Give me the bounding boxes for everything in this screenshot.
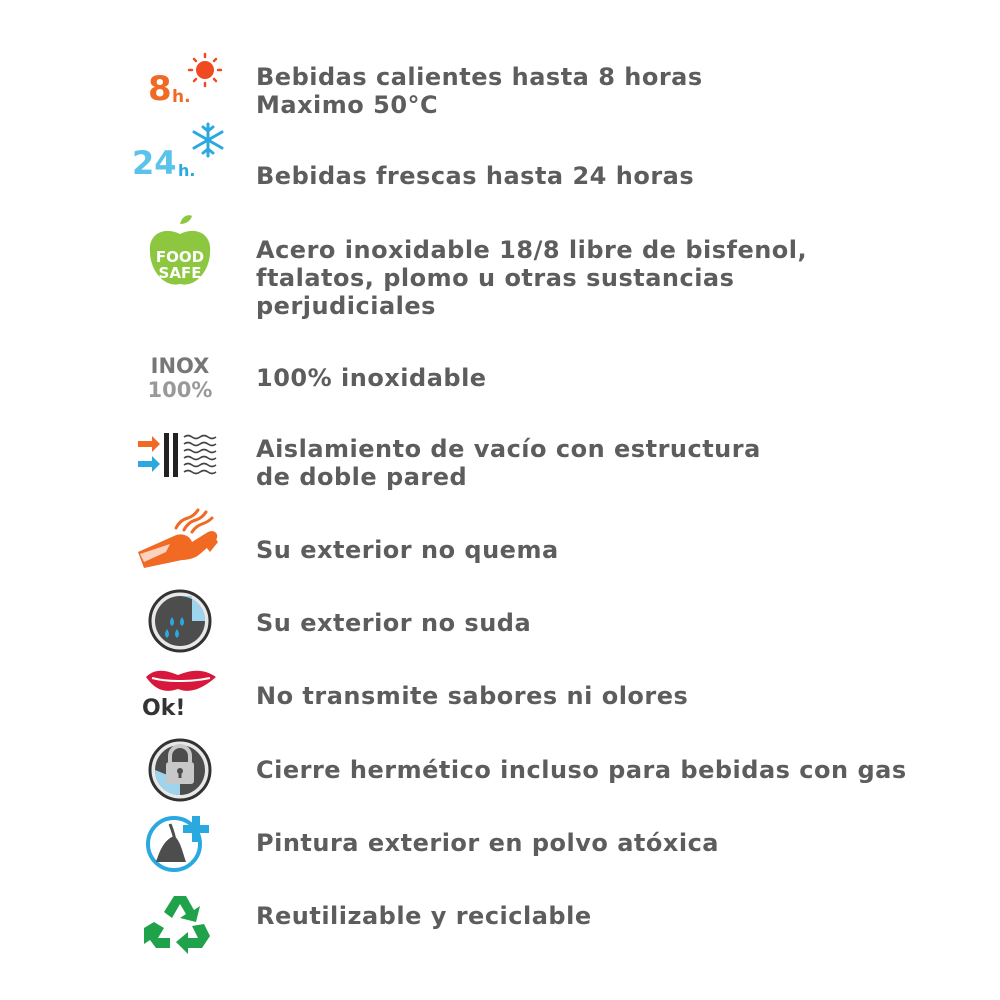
feature-inox-text: [256, 364, 487, 392]
feature-text-line: Acero inoxidable 18/8 libre de bisfenol,: [256, 236, 808, 264]
feature-recycle-text: [256, 902, 592, 930]
feature-text-line: Bebidas calientes hasta 8 horas: [256, 63, 703, 91]
svg-text:h.: h.: [172, 87, 191, 107]
feature-hermetic-text: [256, 756, 907, 784]
no-sweat-drops-icon: [130, 587, 230, 657]
svg-text:h.: h.: [178, 161, 196, 180]
double-wall-insulation-icon: [130, 425, 230, 495]
feature-text-line: 100% inoxidable: [256, 364, 487, 392]
svg-text:100%: 100%: [147, 378, 213, 402]
svg-text:SAFE: SAFE: [158, 264, 202, 282]
feature-no-burn-text: [256, 536, 559, 564]
feature-text-line: Pintura exterior en polvo atóxica: [256, 829, 719, 857]
feature-text-line: de doble pared: [256, 463, 468, 491]
feature-text-line: Aislamiento de vacío con estructura: [256, 435, 761, 463]
feature-text-line: Maximo 50°C: [256, 91, 439, 119]
svg-text:Ok!: Ok!: [142, 696, 186, 721]
feature-text-line: Su exterior no quema: [256, 536, 559, 564]
inox-100-icon: [130, 345, 230, 415]
hermetic-lock-icon: [130, 738, 230, 808]
feature-text-line: perjudiciales: [256, 292, 436, 320]
feature-text-line: Su exterior no suda: [256, 609, 532, 637]
feature-no-sweat-text: [256, 609, 531, 637]
food-safe-apple-icon: [130, 212, 230, 292]
svg-text:INOX: INOX: [150, 354, 210, 378]
feature-hot-drinks-text: [256, 63, 703, 119]
svg-text:FOOD: FOOD: [155, 248, 205, 266]
feature-food-safe-text: [256, 236, 807, 320]
feature-text-line: Cierre hermético incluso para bebidas con gas: [256, 756, 907, 784]
feature-text-line: Reutilizable y reciclable: [256, 902, 592, 930]
feature-no-flavors-text: [256, 682, 688, 710]
svg-text:8: 8: [148, 69, 172, 109]
hand-no-burn-icon: [130, 502, 230, 582]
feature-double-wall-text: [256, 435, 761, 491]
feature-non-toxic-paint-text: [256, 829, 719, 857]
cold-24h-snowflake-icon: [130, 118, 230, 188]
lips-ok-icon: [130, 663, 230, 733]
hot-8h-sun-icon: [130, 50, 230, 120]
feature-cold-drinks-text: [256, 162, 694, 190]
recycle-icon: [130, 888, 230, 958]
feature-text-line: No transmite sabores ni olores: [256, 682, 689, 710]
feature-text-line: Bebidas frescas hasta 24 horas: [256, 162, 695, 190]
svg-text:24: 24: [132, 144, 177, 182]
feature-text-line: ftalatos, plomo u otras sustancias: [256, 264, 735, 292]
non-toxic-paint-icon: [130, 810, 230, 880]
